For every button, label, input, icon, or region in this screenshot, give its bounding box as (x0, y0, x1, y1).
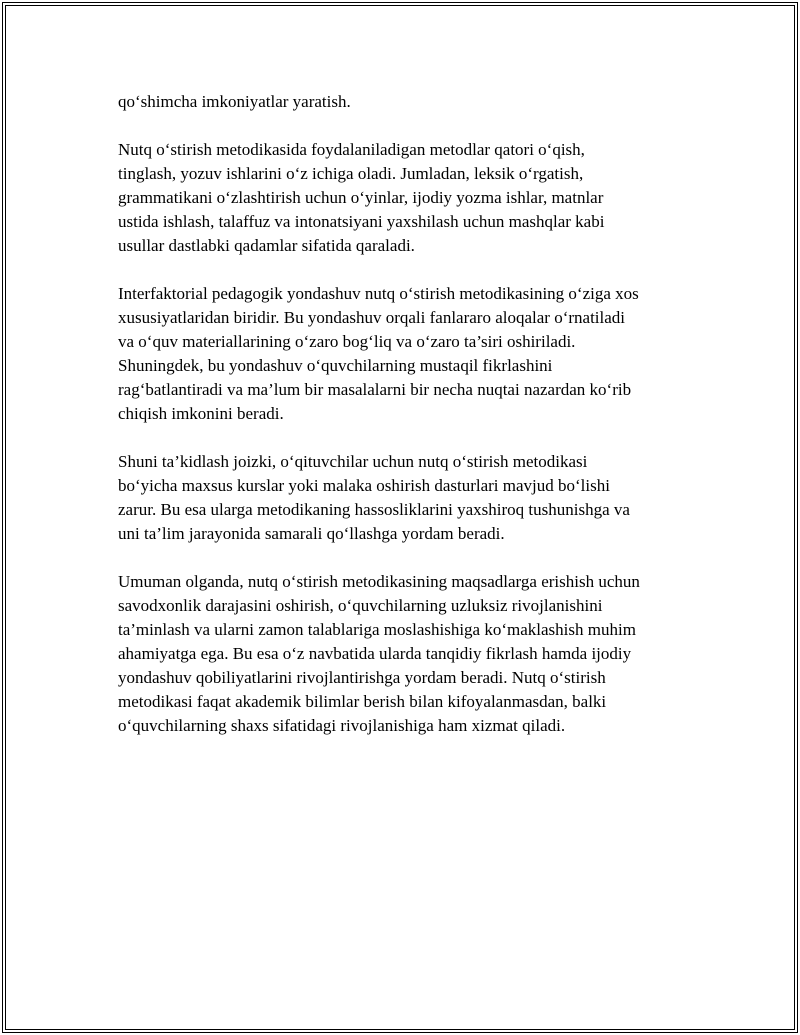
paragraph-3: Interfaktorial pedagogik yondashuv nutq o‘stirish metodikasining o‘ziga xos xususiyatlaridan biridir. Bu yondashuv orqali fanlararo aloqalar o‘rnatiladi va o‘quv materiallarining o‘zaro bog‘liq va o‘zaro ta’siri oshiriladi. Shuningdek, bu yondashuv o‘quvchilarning mustaqil fikrlashini rag‘batlantiradi va ma’lum bir masalalarni bir necha nuqtai nazardan ko‘rib chiqish imkonini beradi. (118, 284, 639, 423)
paragraph-4: Shuni ta’kidlash joizki, o‘qituvchilar uchun nutq o‘stirish metodikasi bo‘yicha maxsus kurslar yoki malaka oshirish dasturlari mavjud bo‘lishi zarur. Bu esa ularga metodikaning hassosliklarini yaxshiroq tushunishga va uni ta’lim jarayonida samarali qo‘llashga yordam beradi. (118, 452, 630, 543)
paragraph-1: qo‘shimcha imkoniyatlar yaratish. (118, 92, 351, 111)
paragraph-5: Umuman olganda, nutq o‘stirish metodikasining maqsadlarga erishish uchun savodxonlik darajasini oshirish, o‘quvchilarning uzluksiz rivojlanishini ta’minlash va ularni zamon talablariga moslashishiga ko‘maklashish muhim ahamiyatga ega. Bu esa o‘z navbatida ularda tanqidiy fikrlash hamda ijodiy yondashuv qobiliyatlarini rivojlantirishga yordam beradi. Nutq o‘stirish metodikasi faqat akademik bilimlar berish bilan kifoyalanmasdan, balki o‘quvchilarning shaxs sifatidagi rivojlanishiga ham xizmat qiladi. (118, 572, 640, 735)
paragraph-2: Nutq o‘stirish metodikasida foydalaniladigan metodlar qatori o‘qish, tinglash, yozuv ishlarini o‘z ichiga oladi. Jumladan, leksik o‘rgatish, grammatikani o‘zlashtirish uchun o‘yinlar, ijodiy yozma ishlar, matnlar ustida ishlash, talaffuz va intonatsiyani yaxshilash uchun mashqlar kabi usullar dastlabki qadamlar sifatida qaraladi. (118, 140, 605, 255)
document-body (118, 90, 698, 762)
